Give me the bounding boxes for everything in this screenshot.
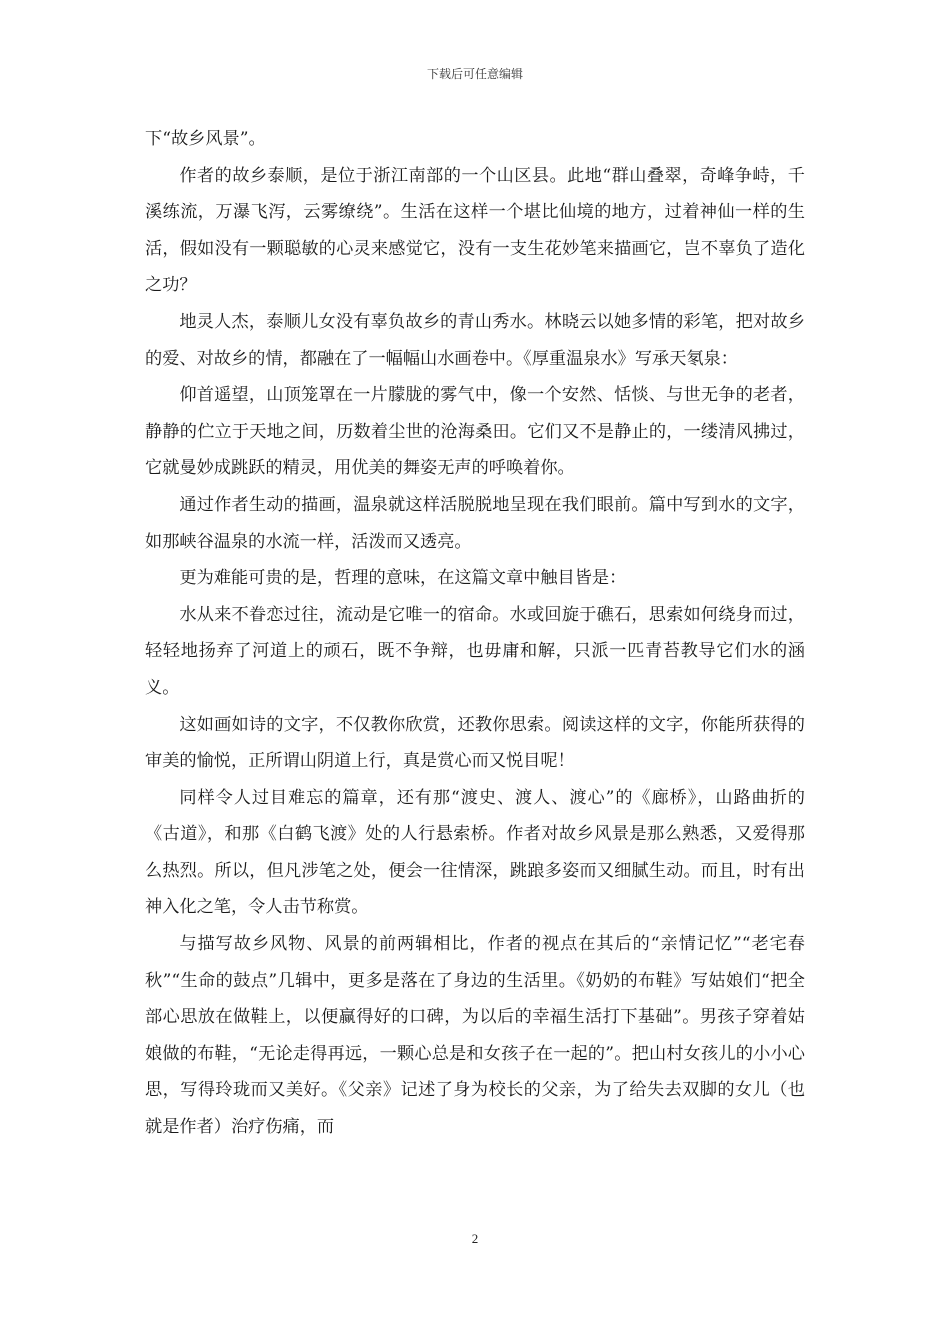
paragraph: 下“故乡风景”。	[145, 129, 266, 149]
paragraph: 作者的故乡泰顺，是位于浙江南部的一个山区县。此地“群山叠翠，奇峰争峙，千溪练流，万瀑飞泻，云雾缭绕”。生活在这样一个堪比仙境的地方，过着神仙一样的生活，假如没有一颗聪敏的心灵来感觉它，没有一支生花妙笔来描画它，岂不辜负了造化之功？	[145, 165, 805, 296]
paragraph: 同样令人过目难忘的篇章，还有那“渡史、渡人、渡心”的《廊桥》，山路曲折的《古道》，和那《白鹤飞渡》处的人行悬索桥。作者对故乡风景是那么熟悉，又爱得那么热烈。所以，但凡涉笔之处，便会一往情深，跳踉多姿而又细腻生动。而且，时有出神入化之笔，令人击节称赏。	[145, 787, 805, 918]
quoted-paragraph: 仰首遥望，山顶笼罩在一片朦胧的雾气中，像一个安然、恬惔、与世无争的老者，静静的伫立于天地之间，历数着尘世的沧海桑田。它们又不是静止的，一缕清风拂过，它就曼妙成跳跃的精灵，用优美的舞姿无声的呼唤着你。	[145, 385, 805, 479]
page-number: 2	[471, 1231, 479, 1246]
paragraph: 与描写故乡风物、风景的前两辑相比，作者的视点在其后的“亲情记忆”“老宅春秋”“生命的鼓点”几辑中，更多是落在了身边的生活里。《奶奶的布鞋》写姑娘们“把全部心思放在做鞋上，以便赢得好的口碑，为以后的幸福生活打下基础”。男孩子穿着姑娘做的布鞋，“无论走得再远，一颗心总是和女孩子在一起的”。把山村女孩儿的小小心思，写得玲珑而又美好。《父亲》记述了身为校长的父亲，为了给失去双脚的女儿（也就是作者）治疗伤痛，而	[145, 934, 805, 1138]
paragraph: 地灵人杰，泰顺儿女没有辜负故乡的青山秀水。林晓云以她多情的彩笔，把对故乡的爱、对故乡的情，都融在了一幅幅山水画卷中。《厚重温泉水》写承天氡泉：	[145, 311, 805, 369]
quoted-paragraph: 水从来不眷恋过往，流动是它唯一的宿命。水或回旋于礁石，思索如何绕身而过，轻轻地扬弃了河道上的顽石，既不争辩，也毋庸和解，只派一匹青苔教导它们水的涵义。	[145, 604, 805, 698]
paragraph: 通过作者生动的描画，温泉就这样活脱脱地呈现在我们眼前。篇中写到水的文字，如那峡谷温泉的水流一样，活泼而又透亮。	[145, 494, 805, 552]
paragraph: 这如画如诗的文字，不仅教你欣赏，还教你思索。阅读这样的文字，你能所获得的审美的愉悦，正所谓山阴道上行，真是赏心而又悦目呢！	[145, 714, 805, 772]
body-text	[145, 121, 805, 1146]
paragraph: 更为难能可贵的是，哲理的意味，在这篇文章中触目皆是：	[179, 568, 627, 589]
running-header: 下载后可任意编辑	[426, 67, 523, 81]
